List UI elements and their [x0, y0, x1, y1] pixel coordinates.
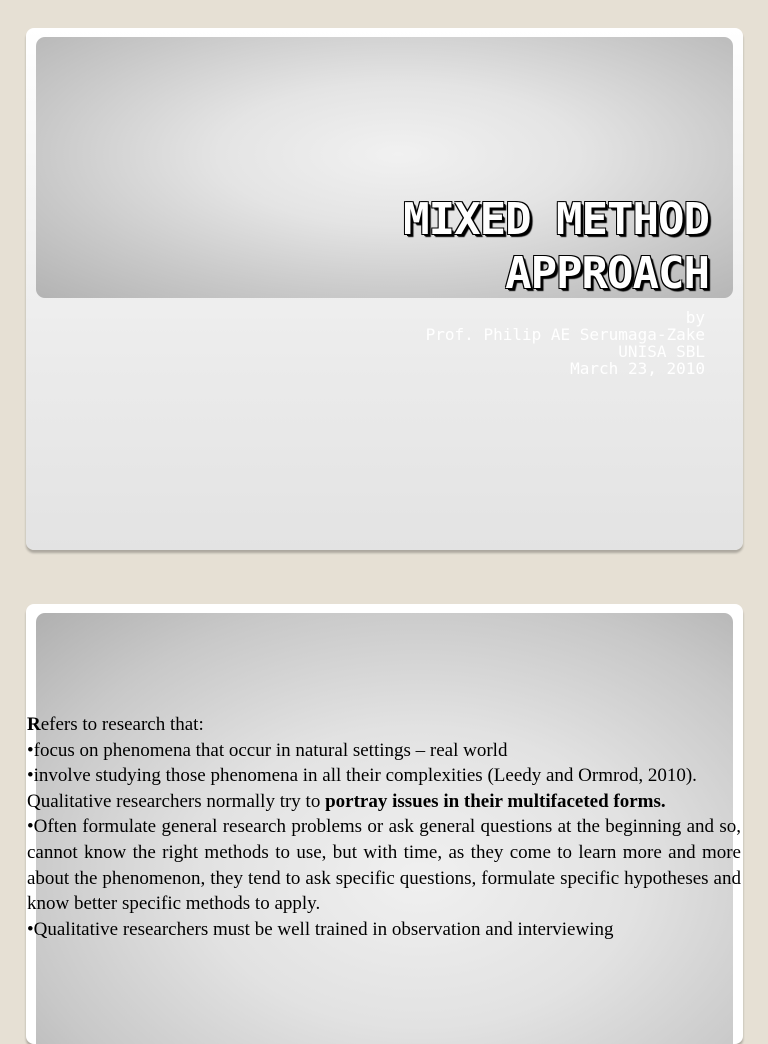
- bullet-4: •Qualitative researchers must be well trained in observation and interviewing: [27, 918, 614, 940]
- paragraph-portray: [27, 789, 741, 815]
- content-slide: [26, 604, 743, 1044]
- subtitle-date: March 23, 2010: [570, 359, 705, 378]
- paragraph-start: Qualitative researchers normally try to: [27, 790, 326, 812]
- subtitle-institution: UNISA SBL: [618, 342, 705, 361]
- lead-line: [27, 712, 741, 738]
- slide-body-text: [27, 712, 741, 942]
- bullet-3: •Often formulate general research problems or ask general questions at the beginning and so, cannot know the right methods to use, but with time, as they come to learn more and more about the phenomenon, they tend to ask specific questions, formulate specific hypotheses and know better specific methods to apply.: [27, 816, 741, 915]
- lead-rest: efers to research that:: [40, 714, 204, 735]
- subtitle-by: by: [685, 308, 705, 327]
- slide-title: [149, 193, 709, 301]
- bullet-1: •focus on phenomena that occur in natural settings – real world: [27, 739, 508, 761]
- lead-bold: R: [27, 714, 41, 735]
- title-slide: [26, 28, 743, 550]
- paragraph-bold: portray issues in their multifaceted forms.: [325, 790, 666, 812]
- title-line-1: MIXED METHOD: [403, 194, 709, 245]
- title-line-2: APPROACH: [505, 248, 709, 299]
- bullet-2: •involve studying those phenomena in all their complexities (Leedy and Ormrod, 2010).: [27, 765, 697, 787]
- slide-subtitle: [285, 309, 705, 377]
- subtitle-author: Prof. Philip AE Serumaga-Zake: [425, 325, 705, 344]
